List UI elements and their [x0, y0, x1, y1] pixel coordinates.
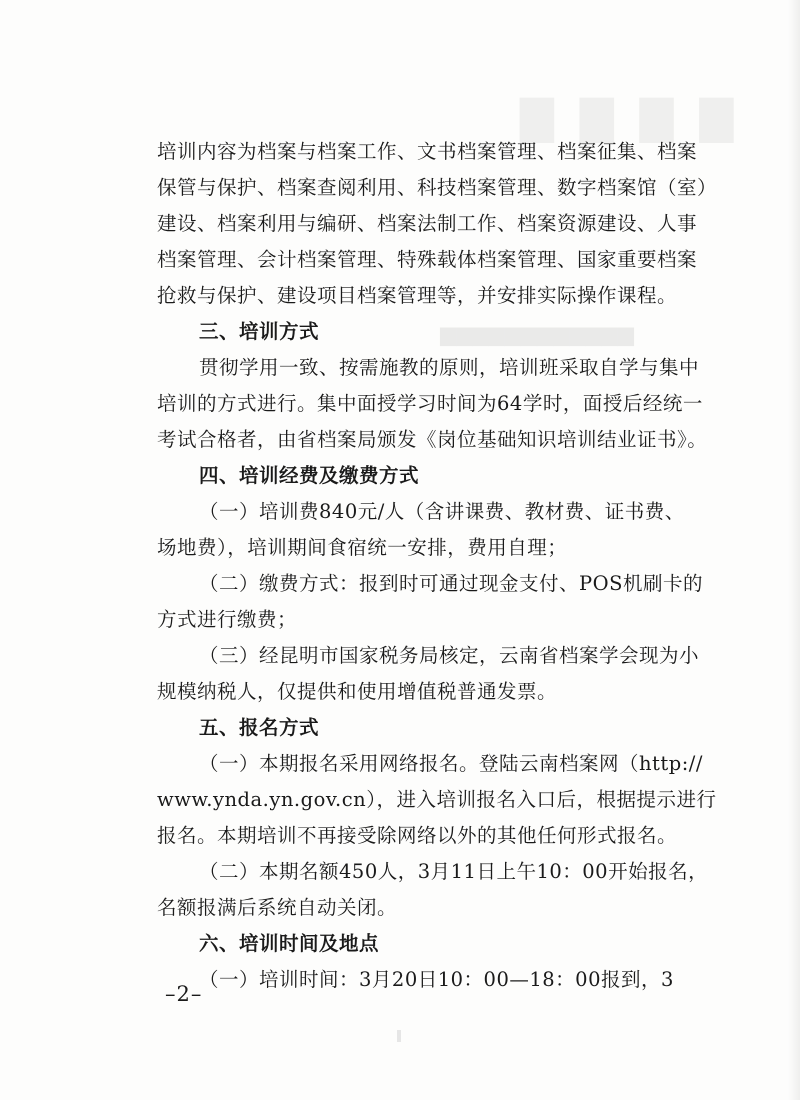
- paragraph-line: （二）缴费方式：报到时可通过现金支付、POS机刷卡的: [199, 572, 703, 595]
- paragraph-line: 报名。本期培训不再接受除网络以外的其他任何形式报名。: [157, 824, 678, 847]
- paragraph-line: 培训的方式进行。集中面授学习时间为64学时，面授后经统一: [157, 392, 703, 415]
- paragraph-line: www.ynda.yn.gov.cn），进入培训报名入口后，根据提示进行: [157, 788, 717, 811]
- paragraph-line: （三）经昆明市国家税务局核定，云南省档案学会现为小: [199, 644, 700, 667]
- paragraph-line: 培训内容为档案与档案工作、文书档案管理、档案征集、档案: [157, 140, 698, 163]
- paragraph-line: 规模纳税人，仅提供和使用增值税普通发票。: [157, 680, 558, 703]
- paragraph-line: 考试合格者，由省档案局颁发《岗位基础知识培训结业证书》。: [157, 428, 708, 451]
- paragraph-line: 保管与保护、档案查阅利用、科技档案管理、数字档案馆（室）: [157, 176, 718, 199]
- paragraph-line: （一）本期报名采用网络报名。登陆云南档案网（http://: [199, 752, 703, 775]
- bleed-through-title: ▇ ▇ ▇ ▇: [520, 92, 740, 143]
- bleed-through-text: ▆▆▆▆▆▆▆▆▆▆▆▆: [440, 322, 634, 346]
- paragraph-line: 贯彻学用一致、按需施教的原则，培训班采取自学与集中: [199, 356, 700, 379]
- paragraph-line: 档案管理、会计档案管理、特殊载体档案管理、国家重要档案: [157, 248, 698, 271]
- paragraph-line: 场地费），培训期间食宿统一安排，费用自理；: [157, 536, 568, 559]
- paragraph-line: 抢救与保护、建设项目档案管理等，并安排实际操作课程。: [157, 284, 678, 307]
- page-number: –2–: [165, 982, 203, 1006]
- paragraph-line: （一）培训时间：3月20日10：00—18：00报到，3: [199, 968, 674, 991]
- section-heading-time-location: 六、培训时间及地点: [199, 932, 380, 955]
- paragraph-line: 建设、档案利用与编研、档案法制工作、档案资源建设、人事: [157, 212, 698, 235]
- section-heading-registration: 五、报名方式: [199, 716, 320, 739]
- paragraph-line: 方式进行缴费；: [157, 608, 298, 631]
- page-edge-shadow: [788, 0, 800, 1100]
- paragraph-line: （一）培训费840元/人（含讲课费、教材费、证书费、: [199, 500, 685, 523]
- scan-mark: [397, 1030, 401, 1042]
- section-heading-fees: 四、培训经费及缴费方式: [199, 464, 420, 487]
- paragraph-line: （二）本期名额450人，3月11日上午10：00开始报名，: [199, 860, 709, 883]
- paragraph-line: 名额报满后系统自动关闭。: [157, 896, 398, 919]
- section-heading-training-method: 三、培训方式: [199, 320, 320, 343]
